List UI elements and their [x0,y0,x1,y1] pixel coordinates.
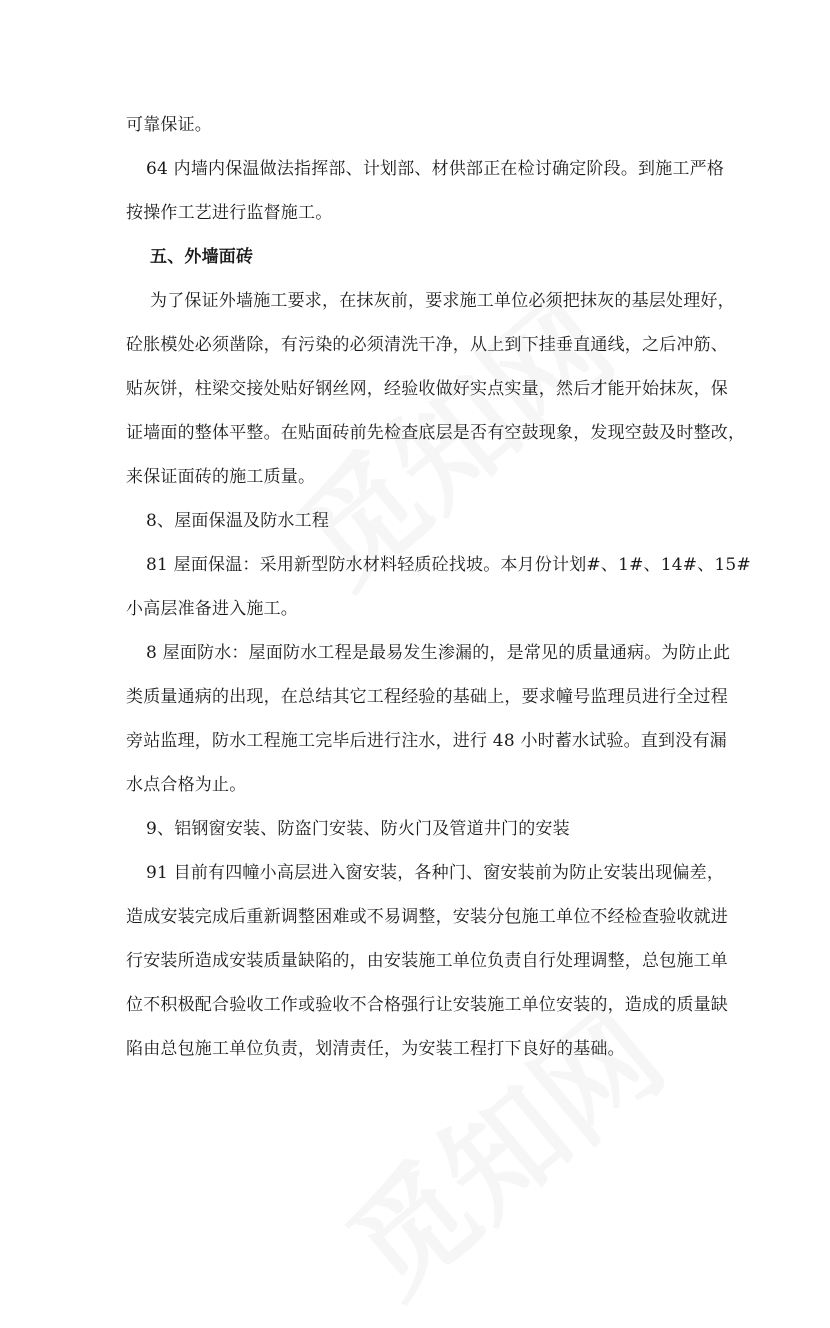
text-line: 来保证面砖的施工质量。 [126,467,316,487]
text-line: 8 屋面防水：屋面防水工程是最易发生渗漏的，是常见的质量通病。为防止此 [146,643,731,663]
text-line: 可靠保证。 [126,115,212,135]
text-line: 旁站监理，防水工程施工完毕后进行注水，进行 48 小时蓄水试验。直到没有漏 [126,731,727,751]
text-line: 为了保证外墙施工要求，在抹灰前，要求施工单位必须把抹灰的基层处理好， [150,291,735,311]
text-line: 81 屋面保温：采用新型防水材料轻质砼找坡。本月份计划#、1#、14#、15# [146,555,751,575]
section-heading: 五、外墙面砖 [150,247,254,267]
text-line: 小高层准备进入施工。 [126,599,298,619]
text-line: 位不积极配合验收工作或验收不合格强行让安装施工单位安装的，造成的质量缺 [126,995,728,1015]
text-line: 64 内墙内保温做法指挥部、计划部、材供部正在检讨确定阶段。到施工严格 [146,159,725,179]
text-line: 贴灰饼，柱梁交接处贴好钢丝网，经验收做好实点实量，然后才能开始抹灰，保 [126,379,728,399]
text-line: 91 目前有四幢小高层进入窗安装，各种门、窗安装前为防止安装出现偏差， [146,863,725,883]
text-line: 陷由总包施工单位负责，划清责任，为安装工程打下良好的基础。 [126,1039,625,1059]
section-heading: 9、铝钢窗安装、防盗门安装、防火门及管道井门的安装 [146,819,570,839]
section-heading: 8、屋面保温及防水工程 [146,511,330,531]
text-line: 证墙面的整体平整。在贴面砖前先检查底层是否有空鼓现象，发现空鼓及时整改， [126,423,746,443]
text-line: 行安装所造成安装质量缺陷的，由安装施工单位负责自行处理调整，总包施工单 [126,951,728,971]
text-line: 水点合格为止。 [126,775,247,795]
text-line: 类质量通病的出现，在总结其它工程经验的基础上，要求幢号监理员进行全过程 [126,687,728,707]
text-line: 砼胀模处必须凿除，有污染的必须清洗干净，从上到下挂垂直通线，之后冲筋、 [126,335,728,355]
text-line: 按操作工艺进行监督施工。 [126,203,333,223]
watermark [307,964,693,1327]
text-line: 造成安装完成后重新调整困难或不易调整，安装分包施工单位不经检查验收就进 [126,907,728,927]
